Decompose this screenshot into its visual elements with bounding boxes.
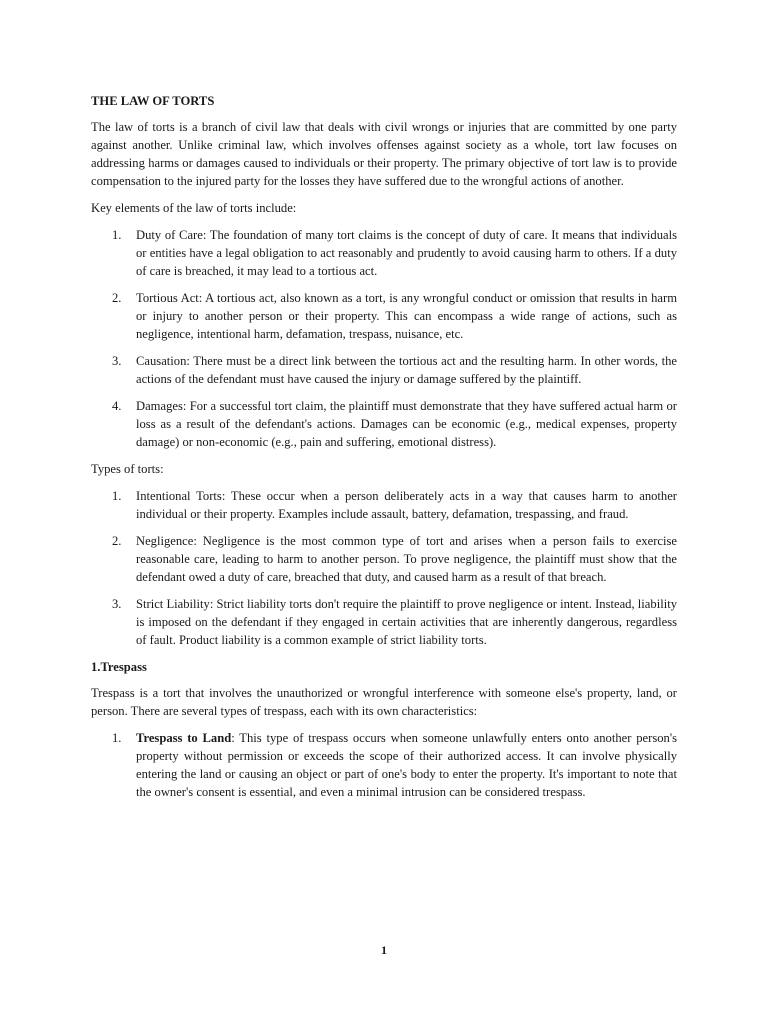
list-item (91, 397, 677, 451)
section-heading-trespass: 1.Trespass (91, 660, 147, 674)
list-item-text: Negligence: Negligence is the most common type of tort and arises when a person fails to exercise reasonable care, leading to harm to another person. To prove negligence, the plaintiff must show that the defendant owed a duty of care, breached that duty, and caused harm as a result of that breach. (136, 534, 677, 584)
document-page (91, 92, 677, 810)
list-item (91, 487, 677, 523)
list-item-text: Tortious Act: A tortious act, also known as a tort, is any wrongful conduct or omission that results in harm or injury to another person or their property. This can encompass a wide range of actions, such as negligence, intentional harm, defamation, trespass, nuisance, etc. (136, 291, 677, 341)
list-number: 2. (112, 534, 122, 548)
list-item-term: Trespass to Land (136, 731, 232, 745)
trespass-intro-paragraph: Trespass is a tort that involves the unauthorized or wrongful interference with someone else's property, land, or person. There are several types of trespass, each with its own characteristics: (91, 686, 677, 718)
list-item (91, 226, 677, 280)
list-number: 3. (112, 354, 122, 368)
list-item-text: Causation: There must be a direct link between the tortious act and the resulting harm. In other words, the actions of the defendant must have caused the injury or damage suffered by the plaintiff. (136, 354, 677, 386)
list-number: 1. (112, 489, 122, 503)
list-item (91, 532, 677, 586)
key-elements-heading: Key elements of the law of torts include: (91, 201, 297, 215)
list-item-text: Intentional Torts: These occur when a person deliberately acts in a way that causes harm to another individual or their property. Examples include assault, battery, defamation, trespassing, and fraud. (136, 489, 677, 521)
list-item-text: Strict Liability: Strict liability torts don't require the plaintiff to prove negligence or intent. Instead, liability is imposed on the defendant if they engaged in certain activities that are inherently dangerous, regardless of fault. Product liability is a common example of strict liability torts. (136, 597, 677, 647)
types-heading: Types of torts: (91, 462, 164, 476)
key-elements-list (91, 226, 677, 451)
list-item-text: Duty of Care: The foundation of many tort claims is the concept of duty of care. It means that individuals or entities have a legal obligation to act reasonably and prudently to avoid causing harm to others. If a duty of care is breached, it may lead to a tortious act. (136, 228, 677, 278)
page-number: 1 (381, 943, 387, 957)
list-number: 2. (112, 291, 122, 305)
list-item-text: : This type of trespass occurs when someone unlawfully enters onto another person's property without permission or exceeds the scope of their authorized access. It can involve physically entering the land or causing an object or part of one's body to enter the property. It's important to note that the owner's consent is essential, and even a minimal intrusion can be considered trespass. (136, 731, 677, 799)
list-item-text: Damages: For a successful tort claim, the plaintiff must demonstrate that they have suffered actual harm or loss as a result of the defendant's actions. Damages can be economic (e.g., medical expenses, property damage) or non-economic (e.g., pain and suffering, emotional distress). (136, 399, 677, 449)
list-item (91, 352, 677, 388)
list-item (91, 289, 677, 343)
intro-paragraph: The law of torts is a branch of civil law that deals with civil wrongs or injuries that are committed by one party against another. Unlike criminal law, which involves offenses against society as a whole, tort law focuses on addressing harms or damages caused to individuals or their property. The primary objective of tort law is to provide compensation to the injured party for the losses they have suffered due to the wrongful actions of another. (91, 120, 677, 188)
trespass-list (91, 729, 677, 801)
list-number: 4. (112, 399, 122, 413)
list-number: 1. (112, 731, 122, 745)
list-number: 3. (112, 597, 122, 611)
list-item (91, 729, 677, 801)
list-item (91, 595, 677, 649)
document-title: THE LAW OF TORTS (91, 94, 215, 108)
list-number: 1. (112, 228, 122, 242)
types-list (91, 487, 677, 649)
